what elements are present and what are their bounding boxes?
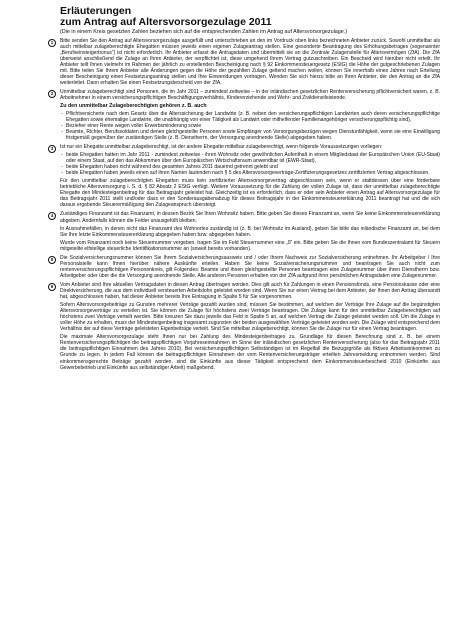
bullet-list <box>60 152 440 176</box>
section-number-badge: 3 <box>48 145 56 153</box>
paragraph: Die Sozialversicherungsnummer können Sie Ihrem Sozialversicherungsausweis und / oder Ihrem Nachweis zur Sozialversicherung entnehmen. Ihr Arbeitgeber / Ihre Personalstelle kann Ihnen hierüber nähere Auskünfte erteilen. Haben Sie keine Sozialversicherungsnummer und beantragen Sie auch nicht zum rentenversicherungspflichtigen Personenkreis, gilt Folgendes: Beamte und ihnen gleichgestellte Personen beantragen eine Zulagenummer über ihren Dienstherrn bzw. Arbeitgeber oder über die die Versorgung anordnende Stelle. Alle anderen Personen erhalten von der ZfA aufgrund ihrer persönlichen Antragsdaten eine Zulagenummer. <box>60 254 440 279</box>
section-number-badge: 2 <box>48 90 56 98</box>
paragraph: Bitte senden Sie den Antrag auf Altersvorsorgezulage ausgefüllt und unterschrieben an den im Vordruck oben links bezeichneten Anbieter zurück. Sowohl unmittelbar als auch mittelbar zulageberechtigte Ehegatten müssen jeweils einen eigenen Zulageantrag stellen. Eine gesonderte Beantragung des Erhöhungsbetrages (sogenannter „Berufseinsteigerbonus“) ist nicht erforderlich. Ihr Anbieter erfasst die Antragsdaten und übermittelt sie an die Zentrale Zulagenstelle für Altersvermögen (ZfA). Die ZfA überweist anschließend die Zulage an Ihren Anbieter, der verpflichtet ist, diese umgehend Ihrem Vertrag gutzuschreiben. Ein Bescheid wird hierüber nicht erteilt. Ihr Anbieter teilt Ihnen vielmehr im Rahmen der jährlich zu erstellenden Bescheinigung nach § 92 Einkommensteuergesetz (EStG) die Höhe der gutgeschriebenen Zulagen mit. Bitte teilen Sie Ihrem Anbieter alle Änderungen gegen die Höhe der gezahlten Zulage geltend machen wollen, können Sie innerhalb eines Jahres nach Erteilung dieser Bescheinigung einen Festsetzungsantrag stellen und Ihre Einwendungen vortragen. Wenden Sie sich hierzu bitte an Ihren Anbieter, der den Antrag an die ZfA weiterleitet. Dann erhalten Sie einen Festsetzungsbescheid von der ZfA. <box>60 38 440 87</box>
paragraph: Ist nur ein Ehegatte unmittelbar zulageberechtigt, ist der andere Ehegatte mittelbar zulageberechtigt, wenn folgende Voraussetzungen vorliegen: <box>60 144 383 150</box>
section-3 <box>48 144 440 208</box>
section-heading: Zu den unmittelbar Zulageberechtigten gehören z. B. auch <box>60 103 207 110</box>
document-header <box>60 6 440 36</box>
section-1 <box>48 38 440 86</box>
section-4 <box>48 211 440 251</box>
section-number-badge: 6 <box>48 283 56 291</box>
paragraph: Unmittelbar zulageberechtigt sind Personen, die im Jahr 2011 – zumindest zeitweise – in der inländischen gesetzlichen Rentenversicherung pflichtversichert waren, z. B. Arbeitnehmer in einem versicherungspflichtigen Beschäftigungsverhältnis, Kindererziehende und Wehr- und Zivildienstleistende. <box>60 89 440 102</box>
section-number-badge: 4 <box>48 212 56 220</box>
paragraph: Zuständiges Finanzamt ist das Finanzamt, in dessen Bezirk Sie Ihren Wohnsitz haben. Bitte geben Sie dieses Finanzamt an, wenn Sie keine Einkommensteuererklärung abgeben. Andernfalls können die Felder unausgefüllt bleiben. <box>60 211 440 224</box>
title-line-1: Erläuterungen <box>60 5 132 17</box>
section-6 <box>48 282 440 371</box>
document-subtitle: (Die in einem Kreis gesetzten Zahlen beziehen sich auf die entsprechenden Zahlen im Antrag auf Altersvorsorgezulage.) <box>60 29 348 35</box>
section-5 <box>48 255 440 279</box>
list-item: - Beamte, Richter, Berufssoldaten und denen gleichgestellte Personen sowie Empfänger von Versorgungsbezügen wegen Dienstunfähigkeit, wenn sie eine Einwilligung fristgemäß gegenüber der zuständigen Stelle (z. B. Dienstherrn, der Versorgung anordnende Stelle) abgegeben haben. <box>60 129 440 141</box>
paragraph: Für den unmittelbar zulageberechtigten Ehegatten muss kein zertifizierter Altersvorsorgevertrag abgeschlossen sein, wenn er stattdessen über eine förderbare betriebliche Altersversorgung i. S. d. § 82 Absatz 2 EStG verfügt. Weitere Voraussetzung für die Zahlung der vollen Zulage ist, dass der unmittelbar zulageberechtigte Ehegatte den Mindesteigenbeitrag für das Beitragsjahr geleistet hat. Gleichzeitig ist es erforderlich, dass er oder sein Anbieter einen Antrag auf Altersvorsorgezulage für das Beitragsjahr 2011 stellt und/oder dass er den Sonderausgabenabzug für dieses Beitragsjahr in der Einkommensteuererklärung 2011 beantragt hat und die sich daraus ergebende Steuerermäßigung den Zulageanspruch übersteigt. <box>60 178 440 209</box>
document-body <box>48 38 440 374</box>
title-line-2: zum Antrag auf Altersvorsorgezulage 2011 <box>60 16 272 28</box>
document-title <box>60 6 440 28</box>
paragraph: Sofern Altersvorsorgebeiträge zu Gunsten mehrerer Verträge gezahlt wurden sind, müssen Sie bestimmen, auf welchen der Verträge Ihre Zulage auf die begünstigten Altersvorsorgeverträge zu verteilen ist. Sie können die Zulage für höchstens zwei Verträge beantragen. Die Zulage kann für den unmittelbar Zulageberechtigten auf höchstens zwei Verträge verteilt werden. Bitte kreuzen Sie dazu jeweils das Feld in Spalte 5 an, auf welchen Vertrag die Zulage geleistet werden soll. Um die Zulage in voller Höhe zu erhalten, muss der Mindesteigenbeitrag insgesamt zugunsten der beiden ausgewählten Verträge geleistet worden sein. Die Zulage wird entsprechend dem Verhältnis der auf diese Verträge geleisteten Eigenbeiträge verteilt. Sind Sie mittelbar zulageberechtigt, können Sie die Zulage nur für einen Vertrag beantragen. <box>60 302 440 333</box>
list-item: - Pflichtversicherte nach dem Gesetz über die Alterssicherung der Landwirte (z. B. neben den versicherungspflichtigen Landwirten auch deren versicherungspflichtige Ehegatten sowie ehemalige Landwirte, die unabhängig von einer Tätigkeit als Landwirt oder mithelfender Familienangehöriger versicherungspflichtig sind), <box>60 111 440 123</box>
list-item: - Bezieher einer Rente wegen voller Erwerbsminderung sowie <box>60 123 440 129</box>
list-item: - beide Ehegatten haben jeweils einen auf ihren Namen lautenden nach § 5 des Altersvorsorgeverträge-Zertifizierungsgesetzes zertifizierten Vertrag abgeschlossen. <box>60 170 440 176</box>
section-number-badge: 1 <box>48 39 56 47</box>
section-number-badge: 5 <box>48 256 56 264</box>
bullet-list <box>60 111 440 141</box>
paragraph: Wurde vom Finanzamt noch keine Steuernummer vergeben, tragen Sie im Feld Steuernummer eine „0“ ein. Bitte geben Sie die Ihnen vom Bundeszentralamt für Steuern mitgeteilte elfstellige steuerliche Identifikationsnummer an (soweit bereits vorhanden). <box>60 239 440 252</box>
list-item: - beide Ehegatten hatten im Jahr 2011 - zumindest zeitweise - ihren Wohnsitz oder gewöhnlichen Aufenthalt in einem Mitgliedstaat der Europäischen Union (EU-Staat) oder einem Staat, auf den das Abkommen über den Europäischen Wirtschaftsraum anwendbar ist (EWR-Staat), <box>60 152 440 164</box>
paragraph: Vom Anbieter sind Ihre aktuellen Vertragsdaten in diesen Antrag übertragen worden. Dies gilt auch für Zahlungen in einen Pensionsfonds, eine Pensionskasse oder eine Direktversicherung, die aus dem individuell versteuerten Arbeitslohn geleistet worden sind. Wenn Sie nur einen Vertrag bei dem Anbieter, der Ihnen den Antrag übersandt hat, abgeschlossen haben, hat dieser Anbieter bereits Ihre Eintragung in Spalte 5 für Sie vorgenommen. <box>60 281 440 301</box>
paragraph: In Ausnahmefällen, in denen nicht das Finanzamt des Wohnortes zuständig ist (z. B. bei Wohnsitz im Ausland), geben Sie bitte das inländische Finanzamt an, bei dem Sie Ihre letzte Einkommensteuererklärung abgegeben haben bzw. abgegeben haben. <box>60 225 440 238</box>
list-item: - beide Ehegatten haben nicht während des gesamten Jahres 2011 dauernd getrennt gelebt und <box>60 164 440 170</box>
section-2 <box>48 89 440 141</box>
paragraph: Die maximale Altersvorsorgezulage steht Ihnen nur bei Zahlung des Mindesteigenbeitrages zu. Grundlage für diesen Berechnung sind z. B. bei einem Rentenversicherungspflichtigen die beitragspflichtigen Vorjahreseinnahmen im Sinne der inländischen gesetzlichen Rentenversicherung (also für das Beitragsjahr 2011 die beitragspflichtigen Einnahmen des Jahres 2010). Bei versicherungspflichtigen Selbständigen ist im Regelfall die Bezugsgröße als fiktives Arbeitseinkommen zu Grunde zu legen. In jedem Fall können die beitragspflichtigen Einnahmen der vom Rentenversicherungsträger erteilten Jahresmeldung entnommen werden. Sind einkommensgerechte Beiträge gezahlt worden, sind die Einkünfte aus dieser Tätigkeit entsprechend dem Einkommensteuerbescheid 2010 (Einkünfte aus Gewerbebetrieb und Einkünfte aus selbständiger Arbeit) maßgebend. <box>60 334 440 371</box>
